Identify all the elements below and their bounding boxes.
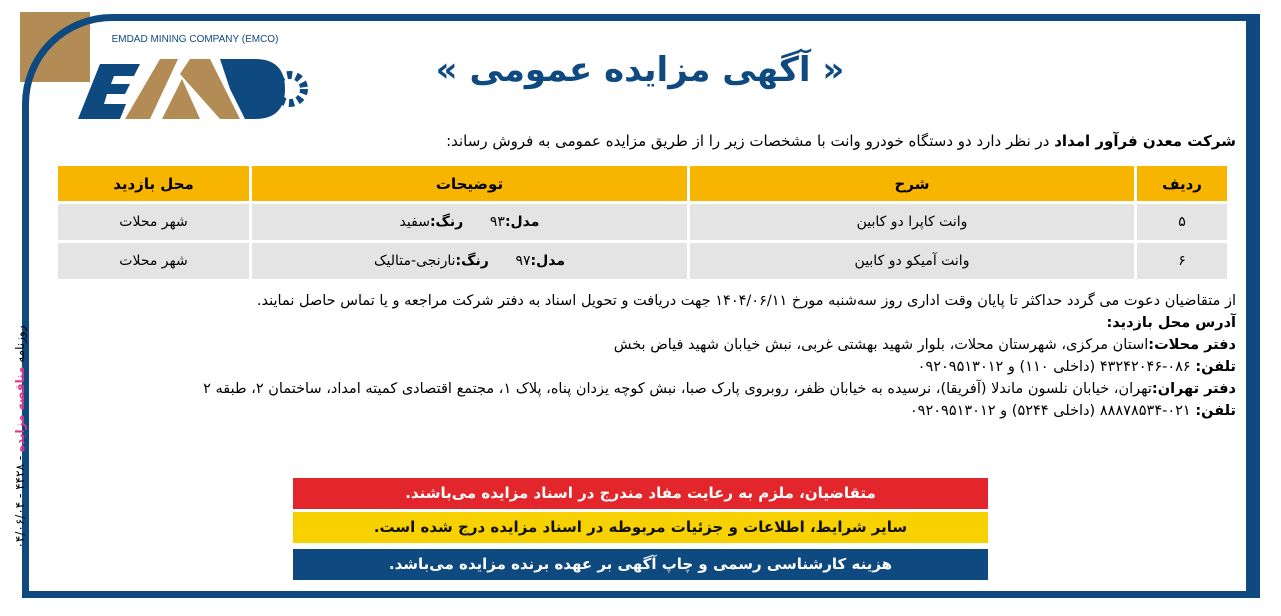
row-place: شهر محلات (58, 243, 249, 279)
model-label: مدل: (530, 253, 566, 269)
emco-logo (70, 34, 320, 129)
ad-title: « آگهی مزایده عمومی » (435, 50, 845, 90)
model: ۹۳ (489, 214, 505, 230)
phone-label: تلفن: (1195, 359, 1236, 375)
newspaper-credit (13, 277, 27, 597)
paper-label: روزنامه (13, 325, 27, 363)
row-place: شهر محلات (58, 204, 249, 240)
header-visit-place: محل بازدید (58, 166, 249, 201)
intro-text (446, 132, 1236, 150)
color-label: رنگ: (455, 253, 489, 269)
tehran-label: دفتر تهران: (1151, 381, 1236, 397)
row-desc: وانت کاپرا دو کابین (690, 204, 1134, 240)
intro-body: در نظر دارد دو دستگاه خودرو وانت با مشخصات زیر را از طریق مزایده عمومی به فروش رساند: (446, 132, 1055, 150)
table-header (58, 166, 1227, 201)
company-name: شرکت معدن فرآور امداد (1054, 132, 1236, 150)
visit-heading: آدرس محل بازدید: (1106, 315, 1236, 331)
invite-text: از متقاضیان دعوت می گردد حداکثر تا پایان وقت اداری روز سه‌شنبه مورخ ۱۴۰۴/۰۶/۱۱ جهت دریافت و تحویل اسناد به دفتر شرکت مراجعه و یا تماس حاصل نمایند. (256, 293, 1236, 309)
phone-label: تلفن: (1195, 403, 1236, 419)
tehran-phone: ۰۲۱-۸۸۸۷۸۵۳۴ (داخلی ۵۲۴۴) و ۰۹۲۰۹۵۱۳۰۱۲ (909, 403, 1191, 419)
model-label: مدل: (504, 214, 540, 230)
row-notes (252, 204, 687, 240)
row-desc: وانت آمیکو دو کابین (690, 243, 1134, 279)
row-notes (252, 243, 687, 279)
color-label: رنگ: (429, 214, 464, 230)
table-row (58, 204, 1227, 240)
color: سفید (399, 214, 430, 230)
logo-caption: EMDAD MINING COMPANY (EMCO) (111, 34, 279, 45)
notice-red: متقاضیان، ملزم به رعایت مفاد مندرج در اسناد مزایده می‌باشند. (293, 478, 988, 509)
mahallat-label: دفتر محلات: (1148, 337, 1236, 353)
tehran-address: تهران، خیابان نلسون ماندلا (آفریقا)، نرسیده به خیابان ظفر، روبروی پارک صبا، نبش کوچه یزدان پناه، پلاک ۱، مجتمع اقتصادی کمیته امداد، ساختمان ۲، طبقه ۲ (203, 381, 1152, 397)
vehicles-table (55, 163, 1230, 282)
ad-body (203, 290, 1236, 422)
notice-yellow: سایر شرایط، اطلاعات و جزئیات مربوطه در اسناد مزایده درج شده است. (293, 512, 988, 543)
paper-brand: مناقصه مزایده (13, 366, 27, 453)
header-notes: توضیحات (252, 166, 687, 201)
header-description: شرح (690, 166, 1134, 201)
model: ۹۷ (515, 253, 531, 269)
issue-info: - ۴۴۲۸ - ۰۴/۰۶/۰۴ (13, 452, 27, 549)
mahallat-phone: ۰۸۶-۴۳۲۴۲۰۴۶ (داخلی ۱۱۰) و ۰۹۲۰۹۵۱۳۰۱۲ (917, 359, 1191, 375)
mahallat-address: استان مرکزی، شهرستان محلات، بلوار شهید بهشتی غربی، نبش خیابان شهید فیاض بخش (613, 337, 1149, 353)
header-row-no: ردیف (1137, 166, 1227, 201)
table-row (58, 243, 1227, 279)
notice-blue: هزینه کارشناسی رسمی و چاپ آگهی بر عهده برنده مزایده می‌باشد. (293, 549, 988, 580)
frame-right-bar (1246, 14, 1260, 598)
color: نارنجی-متالیک (373, 253, 456, 269)
row-no: ۵ (1137, 204, 1227, 240)
row-no: ۶ (1137, 243, 1227, 279)
